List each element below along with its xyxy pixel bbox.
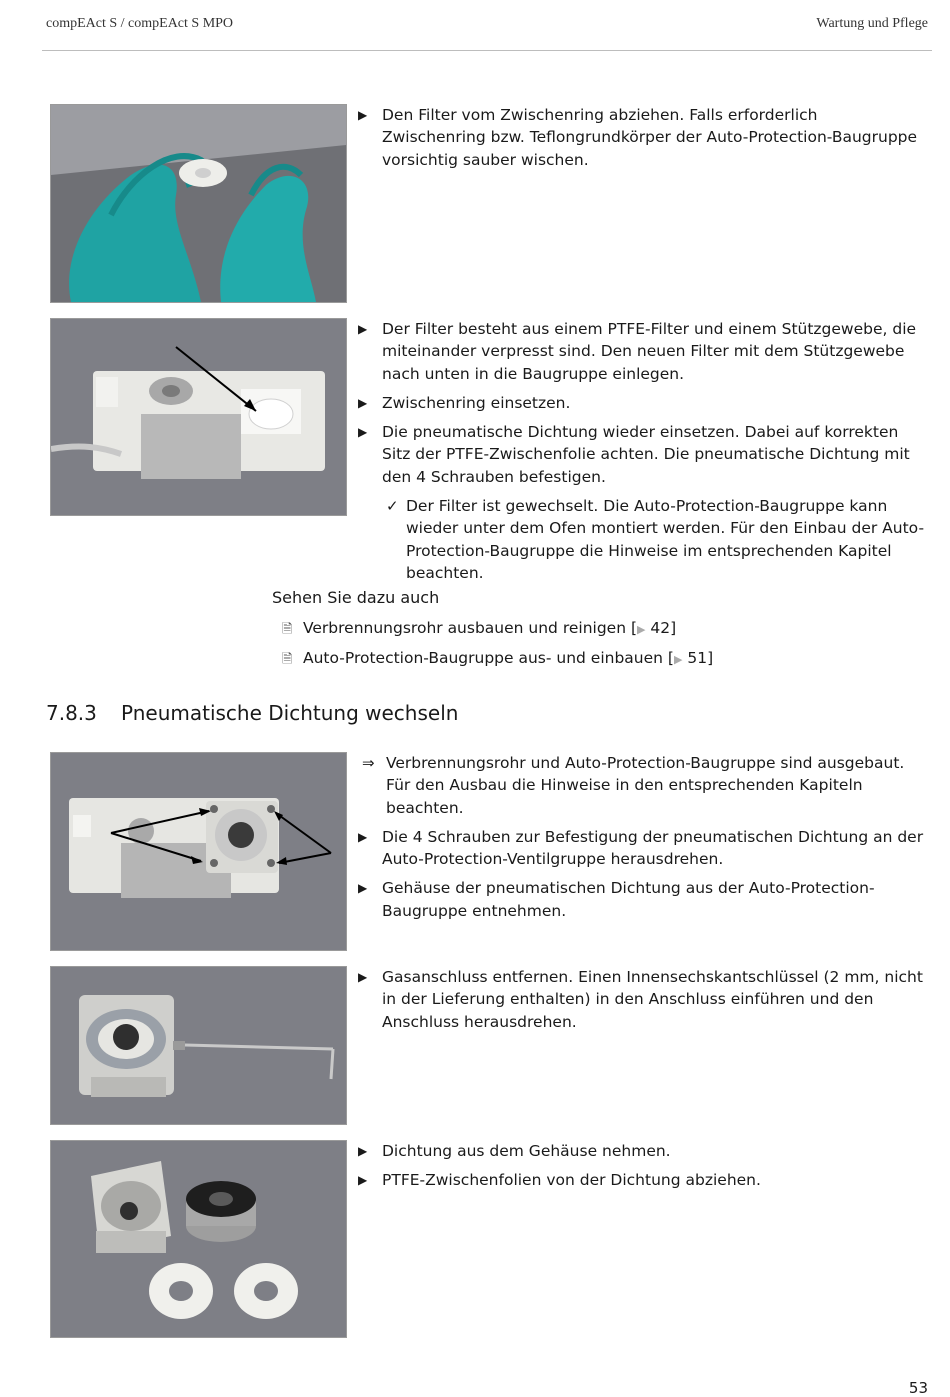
instruction-step: ▶ Gehäuse der pneumatischen Dichtung aus der Auto-Protection-Baugruppe entnehmen.: [358, 879, 875, 920]
photo-assembly-screws-arrows: [50, 752, 347, 951]
see-also-link[interactable]: 🗎 Auto-Protection-Baugruppe aus- und einbauen [▶ 51]: [282, 647, 713, 671]
document-icon: 🗎: [282, 652, 293, 667]
block4-text: [356, 966, 926, 1040]
photo-gloved-hands-filter: [50, 104, 347, 303]
header-product-name: compEAct S / compEAct S MPO: [46, 16, 234, 31]
block2-text: [356, 318, 926, 591]
page-ref-triangle-icon: ▶: [637, 623, 646, 636]
step-bullet-icon: ▶: [358, 425, 368, 440]
instruction-step: ▶ PTFE-Zwischenfolien von der Dichtung abziehen.: [356, 1169, 926, 1191]
block5-text: [356, 1140, 926, 1199]
step-bullet-icon: ▶: [358, 395, 368, 410]
step-bullet-icon: ▶: [358, 322, 368, 336]
photo-seal-parts: [50, 1140, 347, 1338]
result-note: ✓ Der Filter ist gewechselt. Die Auto-Protection-Baugruppe kann wieder unter dem Ofen montiert werden. Für den Einbau der Auto-Protection-Baugruppe die Hinweise im entsprechenden Kapitel beachten.: [386, 497, 925, 582]
step-bullet-icon: ▶: [358, 1144, 368, 1158]
section-number: 7.8.3: [46, 701, 97, 725]
photo-housing-hex-key: [50, 966, 347, 1125]
page-number: 53: [908, 1379, 928, 1397]
instruction-step: ▶ Gasanschluss entfernen. Einen Innensechskantschlüssel (2 mm, nicht in der Lieferung enthalten) in den Anschluss einführen und den Anschluss herausdrehen.: [358, 968, 923, 1031]
document-icon: 🗎: [282, 622, 293, 637]
step-bullet-icon: ▶: [358, 829, 368, 844]
see-also-link[interactable]: 🗎 Verbrennungsrohr ausbauen und reinigen [▶ 42]: [282, 617, 676, 641]
instruction-step: ▶ Der Filter besteht aus einem PTFE-Filter und einem Stützgewebe, die miteinander verpresst sind. Den neuen Filter mit dem Stützgewebe nach unten in die Baugruppe einlegen.: [358, 320, 917, 383]
block1-text: [356, 104, 926, 178]
step-bullet-icon: ▶: [358, 108, 368, 122]
instruction-step: ▶ Dichtung aus dem Gehäuse nehmen.: [356, 1140, 926, 1162]
section-title: Pneumatische Dichtung wechseln: [121, 701, 459, 725]
header-chapter-name: Wartung und Pflege: [816, 16, 928, 31]
header-divider: [42, 50, 932, 51]
instruction-step: ▶ Zwischenring einsetzen.: [356, 392, 926, 414]
page-ref-triangle-icon: ▶: [673, 653, 683, 666]
step-bullet-icon: ▶: [358, 881, 368, 896]
photo-filter-in-assembly: [50, 318, 347, 516]
block3-text: [356, 752, 926, 929]
instruction-step: ▶ Den Filter vom Zwischenring abziehen. Falls erforderlich Zwischenring bzw. Teflongrundkörper der Auto-Protection-Baugruppe vorsichtig sauber wischen.: [358, 106, 918, 169]
step-bullet-icon: ▶: [358, 1173, 368, 1188]
step-bullet-icon: ▶: [358, 970, 368, 984]
instruction-step: ▶ Die 4 Schrauben zur Befestigung der pneumatischen Dichtung an der Auto-Protection-Ventilgruppe herausdrehen.: [358, 827, 924, 869]
see-also-title: Sehen Sie dazu auch: [272, 588, 440, 607]
instruction-step: ▶ Die pneumatische Dichtung wieder einsetzen. Dabei auf korrekten Sitz der PTFE-Zwischenfolie achten. Die pneumatische Dichtung mit den 4 Schrauben befestigen.: [358, 423, 910, 486]
checkmark-icon: ✓: [386, 497, 399, 516]
precondition-note: ⇒ Verbrennungsrohr und Auto-Protection-Baugruppe sind ausgebaut. Für den Ausbau die Hinweise in den entsprechenden Kapiteln beachten.: [362, 754, 905, 817]
precondition-arrow-icon: ⇒: [362, 754, 375, 772]
